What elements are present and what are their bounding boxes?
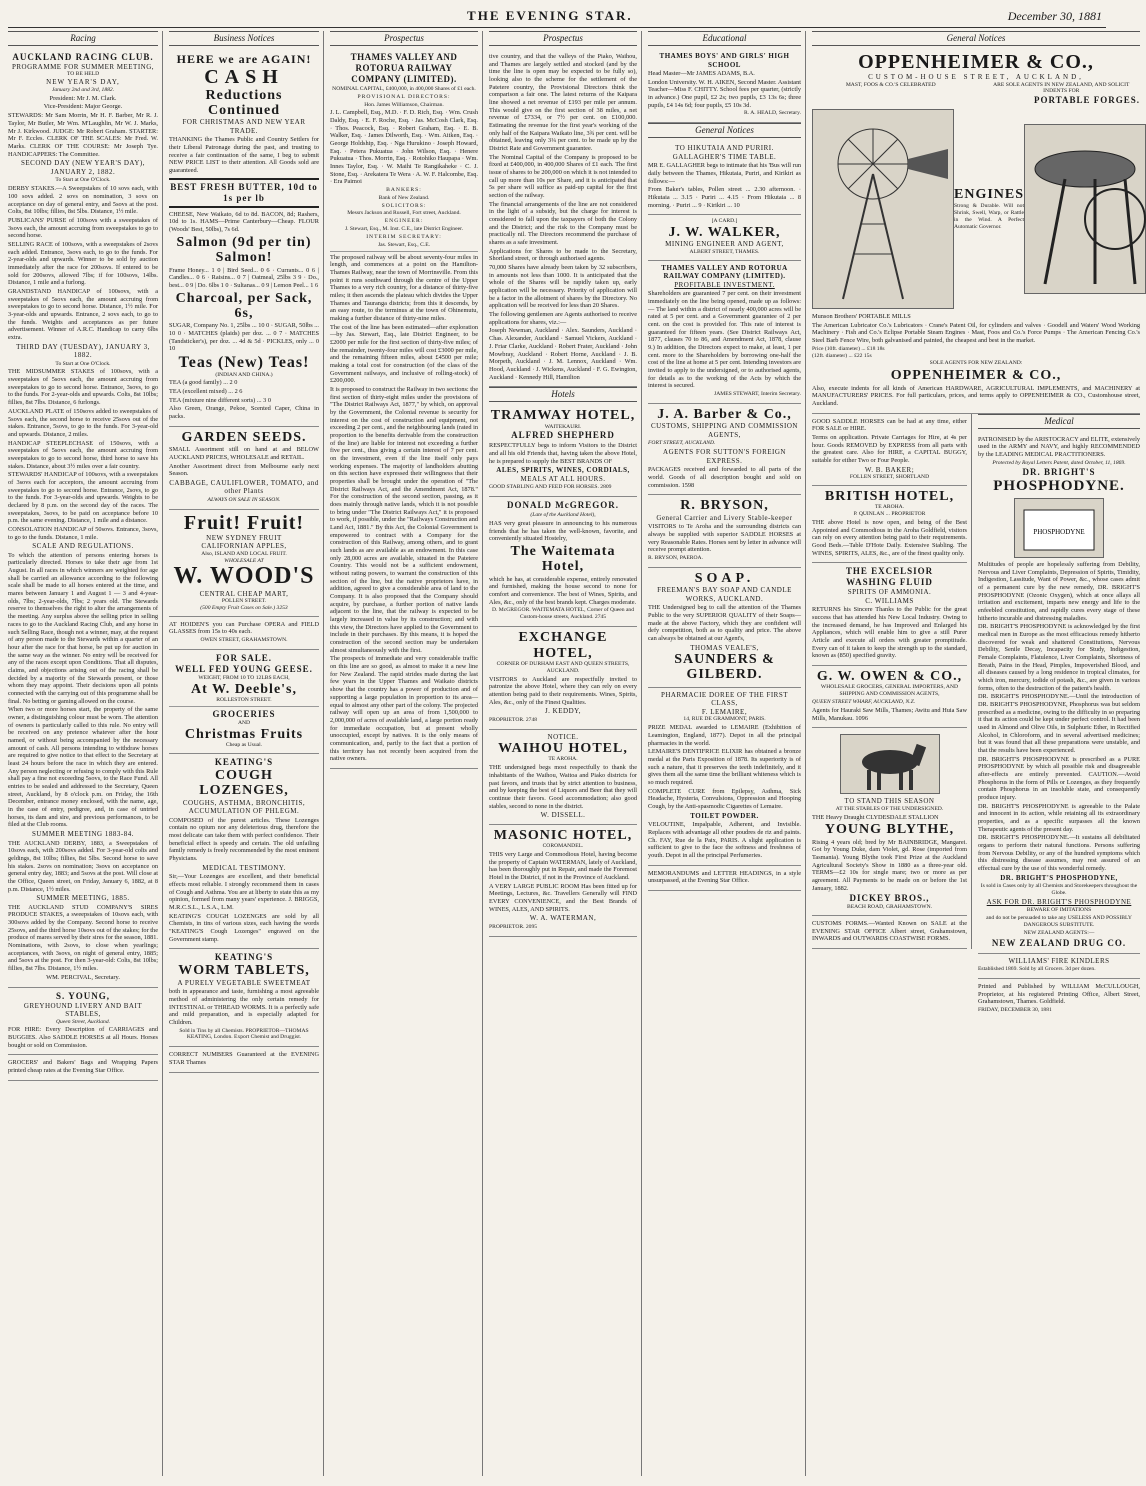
section-heading-prospectus-2: Prospectus bbox=[489, 31, 637, 46]
ad-railway-investment: THAMES VALLEY AND ROTORUA RAILWAY COMPANY (LIMITED). PROFITABLE INVESTMENT. Shareholders are guaranteed 7 per cent. on their investment immediately on the line being opened, made up as follows:— The land within a district of nearly 400,000 acres will be rated at 5 per cent. and a Government guarantee of 2 per cent. on the cost is provided for. This rate of interest is guaranteed for fifteen years. (See District Railways Act, 1877, clauses 70 to 86, and Amendment Act, 1878, clause 9.) In addition, the Directors expect to make, at least, 1 per cent. more to the Shareholders by borrowing one-half the cost of the line at home at 5 per cent. Intending investors are invited to apply to the undersigned, or to authorised agents, for details as to the working of the Acts by which the interest is secured. JAMES STEWART, Interim Secretary. bbox=[648, 261, 801, 404]
section-heading-educational: Educational bbox=[648, 31, 801, 46]
ad-geese: FOR SALE. WELL FED YOUNG GEESE. WEIGHT, FROM 10 TO 12LBS EACH, At W. Deeble's, ROLLESTON STREET. GROCERIES AND Christmas Fruits Cheap as Usual. bbox=[169, 650, 319, 754]
section-heading-racing: Racing bbox=[8, 31, 158, 46]
ad-saddle-horses: GOOD SADDLE HORSES can be had at any time, either FOR SALE or HIRE. Terms on application. Private Carriages for Hire, at 4s per hour. Goods REMOVED by EXPRESS from all parts with the greatest care. Also for HIRE, a CAPITAL BUGGY, suitable for either Two or Four People. W. B. BAKER; FOLLEN STREET, SHORTLAND bbox=[812, 414, 967, 486]
ad-waihou-hotel: NOTICE. WAIHOU HOTEL, TE AROHA. THE undersigned begs most respectfully to thank the inhabitants of the Waihou, Waitoa and Piako districts for past favors, and trusts that by strict attention to business, and by keeping the best of Liquors and Beer that they will continue their favors. Good accommodation; also good stables, second to none in the district. W. DISSELL. bbox=[489, 730, 637, 825]
ad-british-hotel: BRITISH HOTEL, TE AROHA. P. QUINLAN ... PROPRIETOR THE above Hotel is now open, and being of the Best Appointed and Commodious in the Aroha Goldfield, visitors can rely on every attention being paid to their requirements. Good Beds.—Table D'Hote Daily. Extensive Stabling. The WINES, SPIRITS, ALES, &c., are of the finest quality only. bbox=[812, 486, 967, 563]
ad-greyhound-stables: S. YOUNG, GREYHOUND LIVERY AND BAIT STABLES, Queen Street, Auckland. FOR HIRE: Every Description of CARRIAGES and BUGGIES. Also SADDLE HORSES at all Hours. Horses bought or sold on Commission. bbox=[8, 988, 158, 1056]
bottle-illustration bbox=[1014, 498, 1104, 558]
ad-memorandums: MEMORANDUMS and LETTER HEADINGS, in a style unsurpassed, at the Evening Star Office. bbox=[648, 866, 801, 891]
section-heading-hotels: Hotels bbox=[489, 387, 637, 402]
section-heading-business: Business Notices bbox=[169, 31, 319, 46]
racing-secretary: WM. PERCIVAL, Secretary. bbox=[46, 973, 120, 981]
ad-time-table: TO HIKUTAIA AND PURIRI. GALLAGHER'S TIME TABLE. MR E. GALLAGHER begs to intimate that his 'Bus will run daily between the Thames, Hikutaia, Puriri, and Kirikiri as follows:— From Baker's tables, Pollen street ... 2.30 afternoon. · Hikutaia ... 3.15 · Puriri ... 4.15 · From Hikutaia ... 8 morning. · Puriri ... 9 · Kirikiri ... 10 bbox=[648, 141, 801, 215]
ad-fire-kindlers: WILLIAMS' FIRE KINDLERS Established 1869. Sold by all Grocers. 3d per dozen. bbox=[978, 954, 1140, 979]
section-heading-prospectus: Prospectus bbox=[330, 31, 478, 46]
ad-pharmacie: PHARMACIE DOREE OF THE FIRST CLASS, F. LEMAIRE, 14, RUE DE GRAMMONT, PARIS. PRIZE MEDAL awarded to LEMAIRE (Exhibition of Leamington, England, 1877). Depot in all the principal pharmacies in the world. LEMAIRE'S DENTIFRICE ELIXIR has obtained a bronze medal at the Paris Exposition of 1878. Its superiority is of such a nature, that it preserves the teeth indefinitely, and it gives them all the same time the brilliant whiteness which is so much required. COMPLETE CURE from Epilepsy, Asthma, Sick Headache, Hysteria, Convulsions, Oppression and Hooping Cough, by the Anti-spasmodic Cigarettes of Lemaire. TOILET POWDER. VELOUTINE, Impalpable, Adherent, and Invisible. Replaces with advantage all other poudres de riz and paints. Ch. FAY, Rue de la Paix, PARIS. A slight application is sufficient to give to the face the softness and freshness of youth. Depot in all the principal Perfumeries. bbox=[648, 688, 801, 866]
ad-masonic-hotel: MASONIC HOTEL, COROMANDEL. THIS very Large and Commodious Hotel, having become the property of Captain WATERMAN, lately of Auckland, has been thoroughly put in Repair, and made the Foremost Hotel in the District, if not in the Province of Auckland. A VERY LARGE PUBLIC ROOM Has been fitted up for Meetings, Lectures, &c. Travellers Generally will FIND EVERY CONVENIENCE, and the Best Brands of WINES, ALES, AND SPIRITS. W. A. WATERMAN, PROPRIETOR. 2095 bbox=[489, 825, 637, 937]
svg-text:PHOSPHODYNE: PHOSPHODYNE bbox=[1033, 528, 1085, 537]
ad-oppenheimer: OPPENHEIMER & CO., CUSTOM-HOUSE STREET, AUCKLAND, MAST, FOOS & CO.'S CELEBRATED ARE SOLE AGENTS IN NEW ZEALAND, AND SOLICIT INDENTS FOR PORTABLE FORGES. ENGINES Strong & Durable. Will not Shrink, Swell, Warp, or Rattle in the Wind. A Perfect Automatic Governor. Munson Brothers' PORTABLE MILLS The American Lubricator Co.'s Lubricators · Crane's Patent Oil, for cylinders and valves · Goodell and Waters' Wood Working Machinery · Fish and Co.'s Eclipse Portable Steam Engines · Mast, Foos and Co.'s Force Pumps · The American Fencing Co.'s Steel Barb Fence Wire, both galvanised and painted, the cheapest and best in the market. Price (10ft. diameter) ... £18 18s (12ft. diameter) ... £22 15s SOLE AGENTS FOR NEW ZEALAND: OPPENHEIMER & CO., Also, execute indents for all kinds of American HARDWARE, AGRICULTURAL IMPLEMENTS, and MACHINERY at MANUFACTURERS' PRICES. For full particulars, prices, and terms apply to OPPENHEIMER & CO., Customhouse street, Auckland. bbox=[812, 49, 1140, 414]
section-heading-general-1: General Notices bbox=[648, 123, 801, 138]
ad-bryson: R. BRYSON, General Carrier and Livery Stable-keeper VISITORS to Te Aroha and the surrounding districts can always be supplied with superior SADDLE HORSES at very Reasonable Rates. Horses sent by letter in advance will receive prompt attention. R. BRYSON, PAEROA. bbox=[648, 495, 801, 567]
ad-opera-glasses: AT HOIDEN'S you can Purchase OPERA and FIELD GLASSES from 15s to 40s each. OWEN STREET, GRAHAMSTOWN. bbox=[169, 617, 319, 650]
column-business bbox=[169, 31, 324, 1476]
ad-soap: SOAP. FREEMAN'S BAY SOAP AND CANDLE WORKS, AUCKLAND. THE Undersigned beg to call the attention of the Thames Public to the very SUPERIOR QUALITY of their Soaps—made at the above Factory, which they are confident will defy competition, both as to quality and price. The above can always be obtained at our Agent's, THOMAS VEALE'S, SAUNDERS & GILBERD. bbox=[648, 568, 801, 688]
horse-illustration bbox=[840, 734, 940, 794]
ad-excelsior: THE EXCELSIOR WASHING FLUID SPIRITS OF AMMONIA. C. WILLIAMS RETURNS his Sincere Thanks to the Public for the great success that has attended his New Local Industry. Owing to the increased demand, he has Improved and Enlarged his Appliances, which will enable him to give a still Purer Article and execute all orders with greater promptitude. Every can of it taken to keep the strength up to the standard, known as (850) specified gravity. bbox=[812, 563, 967, 666]
column-racing bbox=[8, 31, 163, 1476]
ad-exchange-hotel: EXCHANGE HOTEL, CORNER OF DURHAM EAST AND QUEEN STREETS, AUCKLAND. VISITORS to Auckland are respectfully invited to patronize the above Hotel, where they can rely on every attention being paid to their requirements. Wines, Spirits, Ales, &c., only of the Finest Qualities. J. KEDDY, PROPRIETOR. 2748 bbox=[489, 627, 637, 729]
columns bbox=[8, 28, 1140, 1476]
section-heading-medical: Medical bbox=[978, 414, 1140, 429]
ad-correct-numbers: CORRECT NUMBERS Guaranteed at the EVENING STAR Thames bbox=[169, 1047, 319, 1072]
ad-walker: [A CARD.] J. W. WALKER, MINING ENGINEER AND AGENT, ALBERT STREET, THAMES. bbox=[648, 215, 801, 261]
imprint: Printed and Published by WILLIAM McCULLOUGH, Proprietor, at his registered Printing Office, Albert Street, Grahamstown, Thames. Goldfield. FRIDAY, DECEMBER 30, 1881 bbox=[978, 983, 1140, 1014]
column-prospectus-1 bbox=[330, 31, 483, 1476]
ad-high-school: THAMES BOYS' AND GIRLS' HIGH SCHOOL Head Master—Mr JAMES ADAMS, B.A. London University. W. H. AIKEN, Second Master. Assistant Teacher—Miss F. CHITTY. School fees per quarter, (strictly in advance.) One pupil, £2 2s; two pupils, £3 13s 6s; three pupils, £4 14s 6d; four pupils, £5 10s 3d. R. A. HEALD, Secretary. bbox=[648, 49, 801, 123]
ad-keating-lozenges: KEATING'S COUGH LOZENGES, COUGHS, ASTHMA, BRONCHITIS, ACCUMULATION OF PHLEGM. COMPOSED of the purest articles. These Lozenges contain no opium nor any deleterious drug, therefore the most delicate can take them with perfect confidence. Their beneficial effect is speedy and certain. The old unfailing family remedy is freely recommended by the most eminent Physicians. MEDICAL TESTIMONY. Sir,—Your Lozenges are excellent, and their beneficial effects most reliable. I strongly recommend them in cases of Cough and Asthma. You are at liberty to state this as my opinion, formed from many years' experience. J. BRIGGS, M.R.C.S.L., L.S.A., L.M. KEATING'S COUGH LOZENGES are sold by all Chemists, in tins of various sizes, each having the words "KEATING'S Cough Lozenges" engraved on the Government stamp. bbox=[169, 754, 319, 949]
club-name: AUCKLAND RACING CLUB. bbox=[12, 51, 154, 62]
forge-icon bbox=[1025, 129, 1145, 289]
ad-tramway-hotel: TRAMWAY HOTEL, WAITEKAURI. ALFRED SHEPHERD RESPECTFULLY begs to inform Visitors to the District and all his old Friends that, having taken the above Hotel, he is prepared to supply the BEST BRANDS OF ALES, SPIRITS, WINES, CORDIALS, MEALS AT ALL HOURS. GOOD STABLING AND FEED FOR HORSES. 2809 bbox=[489, 405, 637, 497]
newspaper-title: THE EVENING STAR. bbox=[467, 8, 633, 23]
windmill-icon bbox=[813, 114, 953, 304]
new-year-day: NEW YEAR'S DAY, bbox=[46, 78, 120, 87]
masthead bbox=[8, 6, 1106, 28]
issue-date: December 30, 1881 bbox=[1007, 9, 1102, 23]
column-prospectus-2 bbox=[489, 31, 642, 1476]
horse-icon bbox=[845, 737, 935, 792]
ad-phosphodyne: PATRONISED by the ARISTOCRACY and ELITE, extensively used in the ARMY and NAVY, and highly RECOMMENDED by the LEADING MEDICAL PRACTITIONERS. Protected by Royal Letters Patent, dated October, 11, 1869. DR. BRIGHT'S PHOSPHODYNE. PHOSPHODYNE Multitudes of people are hopelessly suffering from Debility, Nervous and Liver Complaints, Depression of Spirits, Timidity, Indigestion, Lassitude, Want of Power, &c., whose cases admit of a permanent cure by the new remedy, DR. BRIGHT'S PHOSPHODYNE (Ozonic Oxygen), which at once allays all irritation and excitement, imparts new energy and life to the enfeebled constitution, and rapidly cures every stage of these hitherto incurable and distressing maladies. DR. BRIGHT'S PHOSPHODYNE is acknowledged by the first medical men in Europe as the most efficacious remedy hitherto discovered for weak and shattered Constitutions, Nervous Debility, Senile Decay, Incapacity for Study, Indigestion, Female Complaints, Flatulence, Liver Complaints, Shortness of Breath, Pains in the Head, Pimples, Impoverished Blood, and all diseases caused by a long residence in tropical climates, for which iron, mercury, iodide of potash, &c., are given in various forms, often to the destruction of the patient's health. DR. BRIGHT'S PHOSPHODYNE.—Until the introduction of DR. BRIGHT'S PHOSPHODYNE, Phosphorus was but seldom prescribed as a medicine, owing to the difficulty in so preparing it that its action could be kept under perfect control. It had been used in Almond and Olive Oils, in Sulphuric Ether, in Rectified Alcohol, in Chloroform, and in several advertised medicines; but it was found that all these preparations were unstable, and that the results have been experienced. DR. BRIGHT'S PHOSPHODYNE is prescribed as a PURE PHOSPHODYNE by which all possible risk and disagreeable after-effects are entirely prevented. CAUTION.—Avoid Phosphorus in the form of Pills or Lozenges, as they frequently contain Phosphorus in an insoluble state, and consequently produce injury. DR. BRIGHT'S PHOSPHODYNE is agreeable to the Palate and innocent in its action, while retaining all its extraordinary properties, and as a specific surpasses all the known Therapeutic agents of the present day. DR. BRIGHT'S PHOSPHODYNE.—It sustains all debilitated organs to perform their natural functions. Persons suffering from Nervous Debility, or any of the hundred symptoms which this distressing disease assumes, may rest assured of an effectual cure by the use of this wonderful remedy. DR. BRIGHT'S PHOSPHODYNE, Is sold in Cases only by all Chemists and Storekeepers throughout the Globe. ASK FOR DR. BRIGHT'S PHOSPHODYNE BEWARE OF IMITATIONS and do not be persuaded to take any USELESS AND POSSIBLY DANGEROUS SUBSTITUTE. NEW ZEALAND AGENTS:— NEW ZEALAND DRUG CO. bbox=[978, 432, 1140, 954]
ad-racing-club: AUCKLAND RACING CLUB. PROGRAMME FOR SUMMER MEETING, TO BE HELD NEW YEAR'S DAY, January 2nd and 3rd, 1882. President: Mr J. M. Clark. Vice-President: Major George. STEWARDS: Mr Sam Morrin, Mr H. F. Barber, Mr R. J. Taylor, Mr Butler, Mr Wm. M'Laughlin, Mr W. J. Marks, Mr J. Kirkwood. JUDGE: Mr Robert Graham. STARTER: Mr F. Eccles. CLERK OF THE SCALES: Mr Fred. W. Marks. CLERK OF THE COURSE: Mr Joseph Tye. HANDICAPPERS: The Committee. SECOND DAY (NEW YEAR'S DAY), JANUARY 2, 1882. To Start at One O'Clock. DERBY STAKES.—A Sweepstakes of 10 sovs each, with 100 sovs added. 2 sovs on nomination, 3 sovs on acceptance on day of general entry, and 5sovs at the post. Colts, 8st 10lbs; fillies, 8st 5lbs. Distance, 1½ mile. PUBLICANS' PURSE of 100sovs with a sweepstakes of 3sovs each, the amount accruing from sweepstakes to go to second horse. SELLING RACE of 100sovs, with a sweepstakes of 2sovs each added. Entrance, 3sovs each, to go to the funds. For 2-year-olds and upwards. Winner to be sold by auction immediately after the race for 200sovs. If entered to be sold for 200sovs, allowed 7lbs; if for 100sovs, 14lbs. Distance, 1 mile and a furlong. GRANDSTAND HANDICAP of 100sovs, with a sweepstakes of 5sovs each, the amount accruing from sweepstakes to go to second horse. Distance, 1½ mile. For 3-year-olds and upwards. Entrance, 2 sovs each, to go to the funds. Weights and acceptances as per future advertisement. Winner of A.R.C. Handicap to carry 6lbs extra. THIRD DAY (TUESDAY), JANUARY 3, 1882. To Start at One O'Clock. THE MIDSUMMER STAKES of 100sovs, with a sweepstakes of 5sovs each, the amount accruing from sweepstakes to go to second horse. Entrance, 3sovs, to go to the funds. For 2-year-olds and upwards. Colts, 8st 10lbs; fillies, 8st 7lbs. Distance, 6 furlongs. AUCKLAND PLATE of 150sovs added to sweepstakes of 5sovs each, the second horse to receive 25sovs out of the stakes. Entrance, 5sovs, to go to the funds. For 3-year-old and upwards. Distance, 2 miles. HANDICAP STEEPLECHASE of 150sovs, with a sweepstakes of 5sovs each, the amount accruing from sweepstakes to go to second horse, third horse to save his stakes. Distance, about 3½ miles over a fair country. STEWARDS' HANDICAP of 100sovs, with a sweepstakes of 3sovs each for acceptors, the amount accruing from sweepstakes to go to second horse. Entrance, 2sovs, to go to the funds. For 3-year-olds and upwards. Weights to be declared by 8 p.m. on the second day of the races. The sweepstakes, 3sovs, to be paid on acceptance before 10 p.m. the same evening. Distance, 1 mile and a distance. CONSOLATION HANDICAP of 50sovs. Entrance, 3sovs, to go to the funds. Distance, 1 mile. SCALE AND REGULATIONS. To which the attention of persons entering horses is particularly directed. Horses to take their age from 1st August. In all races in which winners are weighted for age shall be carried an allowance according to the following scale shall be made to all horses entered at the time, and mares between January 1 and August 1 — 3 and 4-year-olds, 7lbs; 2-year-olds, 7lbs; 2 years old. The Stewards reserve to themselves the right to alter the arrangements of the meeting. Any surplus above the selling price in selling races to go to the Auckland Racing Club, and any horse in such Selling Race, though not a winner, may, at the request of any person made to the Stewards within a quarter of an hour after the race for that horse, be put up for auction in the same way as the winner. No entry will be received for any of the races except upon Conditions. That all disputes, claims, and objections arising out of the racing shall be decided by a majority of the Stewards present, or those whom they may appoint. Their decisions upon all points connected with the carrying out of this programme shall be final. No betting or gaming allowed on the course. When two or more horses start, the property of the same owner, a distinguishing colour must be worn. The attention of owners is particularly called to this rule. No entry will be received on any pretence whatever after the hour named, or without being accompanied by the necessary amount of cash. All persons intending to withdraw horses are required to give notice to that effect to the Secretary at least 24 hours before the race in which they are entered. Any person neglecting or refusing to comply with this Rule shall pay a fine not exceeding 5sovs, to the Race Fund. All entries to be sealed and addressed to the Secretary, Queen street, Auckland, by 8 o'clock p.m. on Friday, the 16th December, entrance money enclosed, with the name, age, in the case of entry, pedigree, and, in case of untried horses, its dam and sire, and previous performances, to be filed at the Club rooms. SUMMER MEETING 1883-84. THE AUCKLAND DERBY, 1883, a Sweepstakes of 10sovs each, with 200sovs added. For 3-year-old colts and geldings, 8st 10lbs; fillies, 8st 5lbs. Second horse to save his stakes. 2sovs on nomination; 3sovs on acceptance on general entry day, 1883; and 5sovs at the post. Will close at the Office, Queen street, on Friday, January 6, 1882, at 8 p.m. Distance, 1½ miles. SUMMER MEETING, 1885. THE AUCKLAND STUD COMPANY'S SIRES PRODUCE STAKES, a sweepstakes of 10sovs each, with 300sovs added by the Company. Second horse to receive 25sovs, and the third horse 10sovs out of the stakes; for the produce of mares served by their sires for the season, 1881. Nominations, with 2sovs, to close when yearlings; acceptances, with 3sovs, on night of general entry, 1885; and 5sovs at the post. For then 3-year-old: Colts, 8st 10lbs; fillies, 8st 7lbs. Distance, 1½ miles. WM. PERCIVAL, Secretary. bbox=[8, 49, 158, 988]
ad-grocers-bags: GROCERS' and Bakers' Bags and Wrapping Papers printed cheap rates at the Evening Star Office. bbox=[8, 1055, 158, 1080]
ad-stallion: TO STAND THIS SEASON AT THE STABLES OF THE UNDERSIGNED. THE Heavy Draught CLYDESDALE STALLION YOUNG BLYTHE, Rising 4 years old; bred by Mr BAINBRIDGE, Mangarei. Got by Young Duke, dam Violet, gd. Rose (imported from Tasmania). Young Blythe took First Prize at the Auckland Agricultural Society's Show in 1880 as a three-year old. TERMS—£2 10s for single mare; two or more as per agreement. All Payments to be made on or before the 1st January, 1882. DICKEY BROS., BEACH ROAD, GRAHAMSTOWN. bbox=[812, 728, 967, 916]
ad-waitemata-hotel: DONALD McGREGOR. (Late of the Auckland Hotel), HAS very great pleasure in announcing to his numerous friends that he has taken the well-known, favorite, and conveniently situated Hostelry, The Waitemata Hotel, which he has, at considerable expense, entirely renovated and furnished, making the house second to none for comfort and convenience. The best of Wines, Spirits, and Ales, &c., only of the best brands kept. Charges moderate. D. McGREGOR. WAITEMATA HOTEL, Corner of Queen and Custom-house streets, Auckland. 2745 bbox=[489, 497, 637, 627]
ad-owen: G. W. OWEN & CO., WHOLESALE GROCERS, GENERAL IMPORTERS, AND SHIPPING AND COMMISSION AGENTS, QUEEN STREET WHARF, AUCKLAND, N.Z. Agents for Hauraki Saw Mills, Thames; Awitu and Huia Saw Mills, Manukau. 1096 bbox=[812, 666, 967, 728]
ad-fruit: Fruit! Fruit! NEW SYDNEY FRUIT CALIFORNIAN APPLES, Also, ISLAND AND LOCAL FRUIT. WHOLESALE AT W. WOOD'S CENTRAL CHEAP MART, POLLEN STREET. (500 Empty Fruit Cases on Sale.) 3253 bbox=[169, 510, 319, 617]
prospectus-continued: tive country, and that the valleys of the Piako, Waihou, and Thames are largely settled and stocked (and by the time the line is open may be expected to be fully so), looking also to the scheme for the settlement of the Patetere country, the Provisional Directors think the comparison a fair one. The latest returns of the Kaipara line showed a net revenue of £193 per mile per annum. This would give on the first section of 38 miles, a net revenue of £7334, or 7½ per cent. on £100,000. Estimating the revenue for the first year's working of the only half of the Kaipara Waikato line, 3¾ per cent. will be obtained, leaving only 3¼ per cent. to be made up by the District Rate and Government guarantee. The Nominal Capital of the Company is proposed to be fixed at £400,000, in 400,000 Shares of £1 each. The first issue of shares to be 200,000 on which it is not intended to call up more than 10s per Share, and it is anticipated that 5s per share will suffice as paid-up capital for the first section of the railway. The financial arrangements of the line are not considered in the light of a subsidy, but the charge for interest is considered to fall upon the taxpayers of both the Colony and the District; and the risk to the Company must be practically nil. The Directors recommend the purchase of shares as a safe investment. Applications for Shares to be made to the Secretary, Shortland street, or through authorised agents. 70,000 Shares have already been taken by 32 subscribers, in amounts not less than 1000. It is anticipated that the whole of the Shares will be rapidly taken up, early application will be necessary. Priority of application will be a factor in the allotment of shares by the Directory. No application will be received for less than 20 Shares. The following gentlemen are Agents authorised to receive applications for shares, viz.:— Joseph Newman, Auckland · Alex. Saunders, Auckland · Chas. Alexander, Auckland · Samuel Vickers, Auckland · J. Friar Clarke, Auckland · Robert Frater, Auckland · John Mowbray, Auckland · Robert Horne, Auckland · J. B. Morpeth, Auckland · J. M. Lennox, Auckland · Wm. Hood, Auckland · J. Wickens, Auckland · F. G. Ewington, Auckland · Kennedy Hill, Hamilton bbox=[489, 49, 637, 387]
programme-title: PROGRAMME FOR SUMMER MEETING, bbox=[11, 62, 155, 71]
forge-illustration bbox=[1024, 124, 1146, 294]
column-general bbox=[812, 31, 1144, 1476]
ad-barber: J. A. Barber & Co., CUSTOMS, SHIPPING AND COMMISSION AGENTS, FORT STREET, AUCKLAND. AGENTS FOR SUTTON'S FOREIGN EXPRESS. PACKAGES received and forwarded to all parts of the world. Goods of all description bought and sold on commission. 1598 bbox=[648, 404, 801, 495]
windmill-engine-illustration bbox=[812, 109, 954, 309]
ad-customs-forms: CUSTOMS FORMS.—Wanted Known on SALE at the EVENING STAR OFFICE Albert street, Grahamstown, INWARDS and OUTWARDS COASTWISE FORMS. bbox=[812, 916, 967, 949]
ad-garden-seeds: GARDEN SEEDS. SMALL Assortment still on hand at and BELOW AUCKLAND PRICES, WHOLESALE and RETAIL. Another Assortment direct from Melbourne early next Season. CABBAGE, CAULIFLOWER, TOMATO, and other Plants ALWAYS ON SALE IN SEASON. bbox=[169, 427, 319, 510]
bottle-icon bbox=[1019, 500, 1099, 555]
ad-worm-tablets: KEATING'S WORM TABLETS, A PURELY VEGETABLE SWEETMEAT both in appearance and taste, furnishing a most agreeable method of administering the only certain remedy for INTESTINAL or THREAD WORMS. It is a perfectly safe and mild preparation, and is especially adapted for Children. Sold in Tins by all Chemists. PROPRIETOR—THOMAS KEATING, London. Export Chemist and Druggist. bbox=[169, 949, 319, 1047]
prospectus-railway: THAMES VALLEY AND ROTORUA RAILWAY COMPANY (LIMITED). NOMINAL CAPITAL, £400,000, in 400,000 Shares of £1 each. PROVISIONAL DIRECTORS: Hon. James Williamson, Chairman. J. L. Campbell, Esq., M.D. · F. D. Rich, Esq. · Wm. Crush Daldy, Esq. · E. F. Roche, Esq. · Jas. McCosh Clark, Esq. · Thos. Peacock, Esq. · Robert Graham, Esq. · E. B. Walker, Esq. · James Dilworth, Esq. · Wm. Aitken, Esq. · George Holdship, Esq. · Nga Hurukino · Joseph Howard, Esq. · Petera Pukuatua · John Wilson, Esq. · Henere Pukuatua · Thos. Morrin, Esq. · Rotohiko Haupapa · Wm. Innes Taylor, Esq. · W. Maihi Te Rangikaheke · C. J. Stone, Esq. · Arekatera Te Wera · A. W. F. Halcombe, Esq. · Era Paimoi BANKERS: Bank of New Zealand. SOLICITORS: Messrs Jackson and Russell, Fort street, Auckland. ENGINEER: J. Stewart, Esq., M. Inst. C.E., late District Engineer. INTERIM SECRETARY: Jas. Stewart, Esq., C.E. The proposed railway will be about seventy-four miles in length, and commences at a point on the Hamilton-Thames Railway, near the town of Morrinsville. From this point it runs southward through the centre of the Upper Thames to a very rich country, for a distance of thirty-five miles; it then ascends the plateau which divides the Upper Thames and Tauranga districts; from this it descends, by an easy route, to the terminus at the town of Ohinemutu, making a further distance of thirty-nine miles. The cost of the line has been estimated—after exploration—by Jas. Stewart, Esq., late District Engineer, to be £2000 per mile for the first section of thirty-five miles; of the remainder, twenty-four miles will cost £3000 per mile, and the remaining fifteen miles, about £4500 per mile; making a total cost for construction (of the class of the Government railways, and inclusive of rolling-stock) of £200,000. It is proposed to construct the Railway in two sections: the first section of thirty-eight miles under the provisions of "The District Railways Act, 1877," by which, on approval by the Government, the Colonial revenue is security for interest on the cost of construction and equipment, not exceeding 2 per cent., and the neighbouring lands (rated in proportion to the benefits derivable from the construction of the line) are liable for interest not exceeding a further five per cent., thus giving a certain interest of 7 per cent. on the investment, even if the line itself only pays working expenses. The majority of landholders abutting on this section have expressed their willingness that their properties shall be brought under the operation of "The District Railways Act, and the Amendment Act, 1878." For the construction of the second section, passing, as it does mainly through native lands, which it is not possible to bring under "The District Railways Act," it is proposed to work, if possible, under the "Railways Construction and Land Act, 1881." By this Act, the Colonial Government is empowered to contract with a Company for the construction of this Railway, among others, and to grant such lands as are available as an endowment. In this case only 28,000 acres are available, situated in the Patetere Country. This would not be a sufficient endowment, without rating powers, to warrant the construction of this section of the line, but the native proprietors have, in addition, agreed to give a considerable area of land to the Company. It is also proposed that the Company should acquire, by purchase, a further portion of native lands adjacent to the line, that the railway is expected to be largely increased in value by its construction; and with this view, the Directors have applied to the Government to include in their purchases. By this means, it is hoped the construction of the second section may be undertaken almost simultaneously with the first. The prospects of immediate and very considerable traffic on this line are so good, as almost to make it a new line for New Zealand. The rapid strides made during the last few years in the Upper Thames and Waikato districts show that the country has a power of production and of supporting a large population in proportion to its area—equal to almost any other part of the colony. The projected railway will open up an area of from 1,500,000 to 2,000,000 of acres of available land, a large portion ready for immediate occupation, but at present wholly unoccupied, except by natives. It is the only means of communication, and, partly to the fact that a portion of this territory has not recently been acquired from the native owners. bbox=[330, 49, 478, 769]
column-educational bbox=[648, 31, 806, 1476]
section-heading-general: General Notices bbox=[812, 31, 1140, 46]
ad-cash-reductions: HERE we are AGAIN! CASH Reductions Continued FOR CHRISTMAS AND NEW YEAR TRADE. THANKING the Thames Public and Country Settlers for their Liberal Patronage during the past, and trusting to receive a fair continuation of the same, I beg to submit NEW PRICE LIST to their attention. All Goods sold are guaranteed. BEST FRESH BUTTER, 10d to 1s per lb CHEESE, New Waikato, 6d to 8d. BACON, 8d; Rashers, 10d to 1s. HAMS—Prime Canterbury—Cheap. FLOUR (Woods' Best, 50lbs), 7s 6d. Salmon (9d per tin) Salmon! Frame Honey... 1 0 | Bird Seed... 0 6 · Currants... 0 6 | Candles... 0 6 · Raisins... 0 7 | Oatmeal, 25lbs 3 9 · Do., best... 0 9 | Do. 6lbs 1 0 · Sultanas... 0 9 | Lemon Peel... 1 6 Charcoal, per Sack, 6s, SUGAR, Company No. 1, 25lbs ... 10 0 · SUGAR, 50lbs ... 10 0 · MATCHES (plaids) per doz. ... 0 7 · MATCHES (Tandsticker's), per doz. ... 4d & 5d · PICKLES, only ... 0 10 Teas (New) Teas! (INDIAN AND CHINA.) TEA (a good family) ... 2 0 TEA (excellent mixed) ... 2 6 TEA (mixture nine different sorts) ... 3 0 Also Green, Orange, Pekoe, Scented Caper, China in packs. bbox=[169, 49, 319, 427]
